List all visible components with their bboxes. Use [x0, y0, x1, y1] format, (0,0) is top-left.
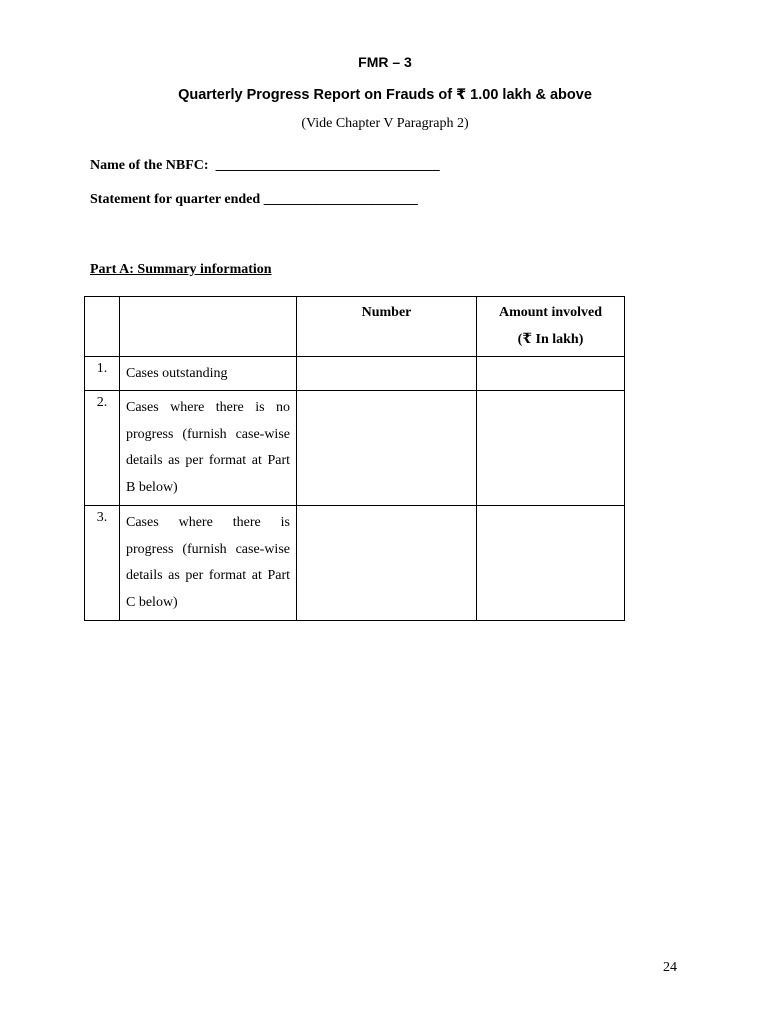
row-description: Cases where there is no progress (furnish case-wise details as per format at Part B below) [120, 391, 297, 506]
header-amount-unit: (₹ In lakh) [517, 332, 584, 347]
row-amount-cell [477, 391, 625, 506]
quarter-ended-label: Statement for quarter ended [90, 192, 261, 207]
quarter-ended-field [90, 192, 418, 208]
row-number-cell [297, 506, 477, 621]
header-cell-number [297, 297, 477, 357]
header-cell-sno [85, 297, 120, 357]
row-sno: 1. [85, 357, 120, 391]
table-header-row [85, 297, 625, 357]
table-row [85, 506, 625, 621]
row-description: Cases outstanding [120, 357, 297, 391]
row-sno: 2. [85, 391, 120, 506]
header-cell-description [120, 297, 297, 357]
part-a-heading: Part A: Summary information [90, 262, 272, 277]
header-cell-amount [477, 297, 625, 357]
header-number-label: Number [361, 305, 412, 320]
summary-table [84, 296, 625, 621]
quarter-ended-blank: ______________________ [263, 192, 418, 207]
row-sno: 3. [85, 506, 120, 621]
row-amount-cell [477, 357, 625, 391]
row-description: Cases where there is progress (furnish case-wise details as per format at Part C below) [120, 506, 297, 621]
form-code: FMR – 3 [358, 54, 412, 70]
report-title: Quarterly Progress Report on Frauds of ₹ 1.00 lakh & above [178, 87, 592, 103]
page-number: 24 [663, 960, 677, 975]
nbfc-name-field [90, 158, 440, 174]
row-number-cell [297, 391, 477, 506]
row-number-cell [297, 357, 477, 391]
table-row [85, 357, 625, 391]
nbfc-name-blank: ________________________________ [215, 158, 440, 173]
table-row [85, 391, 625, 506]
row-amount-cell [477, 506, 625, 621]
nbfc-name-label: Name of the NBFC: [90, 158, 209, 173]
report-subtitle: (Vide Chapter V Paragraph 2) [301, 116, 469, 131]
header-amount-label: Amount involved [498, 305, 603, 320]
